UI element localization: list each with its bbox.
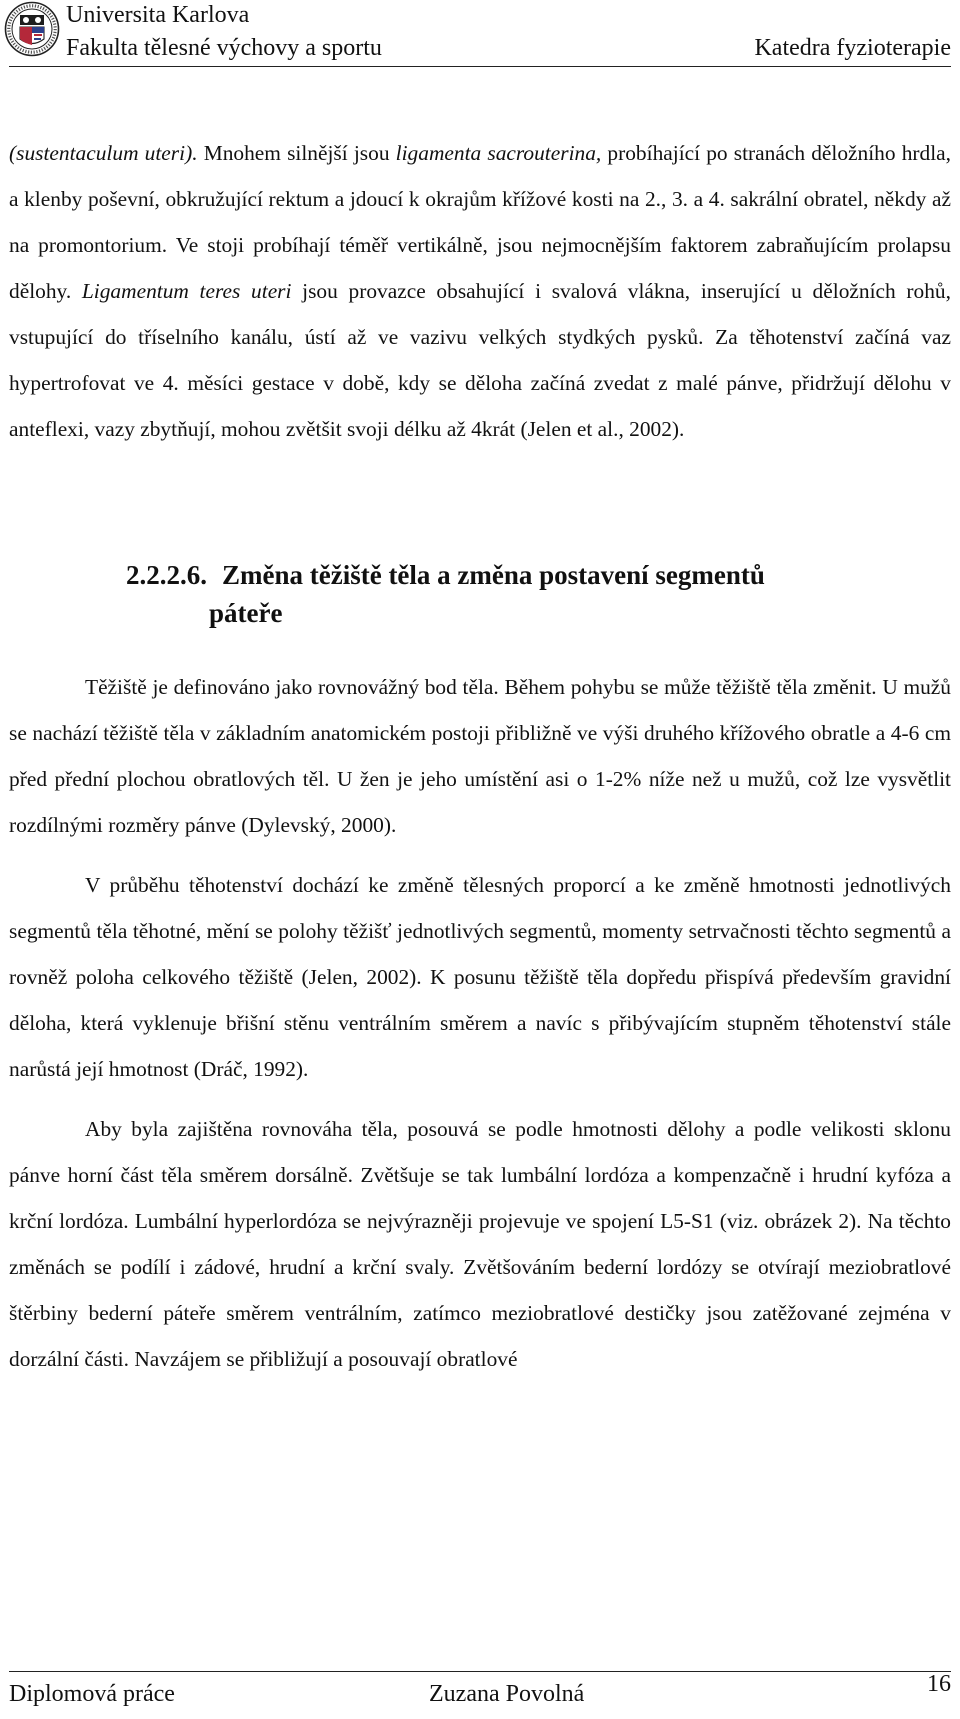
- spacer: [9, 1092, 951, 1106]
- italic-term: Ligamentum teres uteri: [81, 279, 292, 303]
- faculty-name: Fakulta tělesné výchovy a sportu: [66, 35, 382, 61]
- italic-term: ligamenta sacrouterina,: [395, 141, 602, 165]
- paragraph-balance: Aby byla zajištěna rovnováha těla, posouvá se podle hmotnosti dělohy a podle velikosti sklonu pánve horní část těla směrem dorsálně. Zvětšuje se tak lumbální lordóza a kompenzačně i hrudní kyfóza a krční lordóza. Lumbální hyperlordóza se nejvýrazněji projevuje ve spojení L5-S1 (viz. obrázek 2). Na těchto změnách se podílí i zádové, hrudní a krční svaly. Zvětšováním bederní lordózy se otvírají meziobratlové štěrbiny bederní páteře směrem ventrálním, zatímco meziobratlové destičky jsou zatěžované zejména v dorzální části. Navzájem se přibližují a posouvají obratlové: [9, 1117, 951, 1371]
- section-number: 2.2.2.6.: [126, 560, 207, 590]
- section-heading: [9, 556, 951, 632]
- text-run: Mnohem silnější jsou: [197, 141, 396, 165]
- paragraph-center-of-gravity: Těžiště je definováno jako rovnovážný bod těla. Během pohybu se může těžiště těla změnit. U mužů se nachází těžiště těla v základním anatomickém postoji přibližně ve výši druhého křížového obratle a 4-6 cm před přední plochou obratlových těl. U žen je jeho umístění asi o 1-2% níže než u mužů, což lze vysvětlit rozdílnými rozměry pánve (Dylevský, 2000).: [9, 675, 951, 837]
- spacer: [9, 848, 951, 862]
- text-run: probíhající po stranách děložního hrdla, a klenby poševní, obkružující rektum a jdoucí k okrajům křížové kosti na 2., 3. a 4. sakrální obratel, někdy až na promontorium. Ve stoji probíhají téměř vertikálně, jsou nejmocnějším faktorem zabraňujícím prolapsu dělohy.: [9, 141, 951, 303]
- spacer: [9, 632, 951, 664]
- text-run: jsou provazce obsahující i svalová vlákna, inserující u děložních rohů, vstupující do tříselního kanálu, ústí až ve vazivu velkých stydkých pysků. Za těhotenství začíná vaz hypertrofovat ve 4. měsíci gestace v době, kdy se děloha začíná zvedat z malé pánve, přidržují dělohu v anteflexi, vazy zbytňují, mohou zvětšit svoji délku až 4krát (Jelen et al., 2002).: [9, 279, 951, 441]
- page-number: 16: [927, 1671, 951, 1697]
- footer-document-type: Diplomová práce: [9, 1681, 175, 1707]
- header-divider: [9, 66, 951, 67]
- section-title-line-1: Změna těžiště těla a změna postavení segmentů: [222, 560, 765, 590]
- department-name: Katedra fyzioterapie: [754, 35, 951, 61]
- university-name: Universita Karlova: [66, 2, 250, 28]
- footer-author: Zuzana Povolná: [429, 1681, 585, 1707]
- spacer: [9, 452, 951, 556]
- section-title-line-2: páteře: [209, 598, 283, 628]
- italic-term: (sustentaculum uteri).: [9, 141, 198, 165]
- footer-divider: [9, 1671, 951, 1672]
- university-seal-icon: [4, 1, 60, 57]
- paragraph-ligaments: [9, 130, 951, 452]
- paragraph-pregnancy-changes: V průběhu těhotenství dochází ke změně tělesných proporcí a ke změně hmotnosti jednotlivých segmentů těla těhotné, mění se polohy těžišť jednotlivých segmentů, momenty setrvačnosti těchto segmentů a rovněž poloha celkového těžiště (Jelen, 2002). K posunu těžiště těla dopředu přispívá především gravidní děloha, která vyklenuje břišní stěnu ventrálním směrem a navíc s přibývajícím stupněm těhotenství stále narůstá její hmotnost (Dráč, 1992).: [9, 873, 951, 1081]
- page-content: [9, 130, 951, 1382]
- page-header: [0, 0, 960, 68]
